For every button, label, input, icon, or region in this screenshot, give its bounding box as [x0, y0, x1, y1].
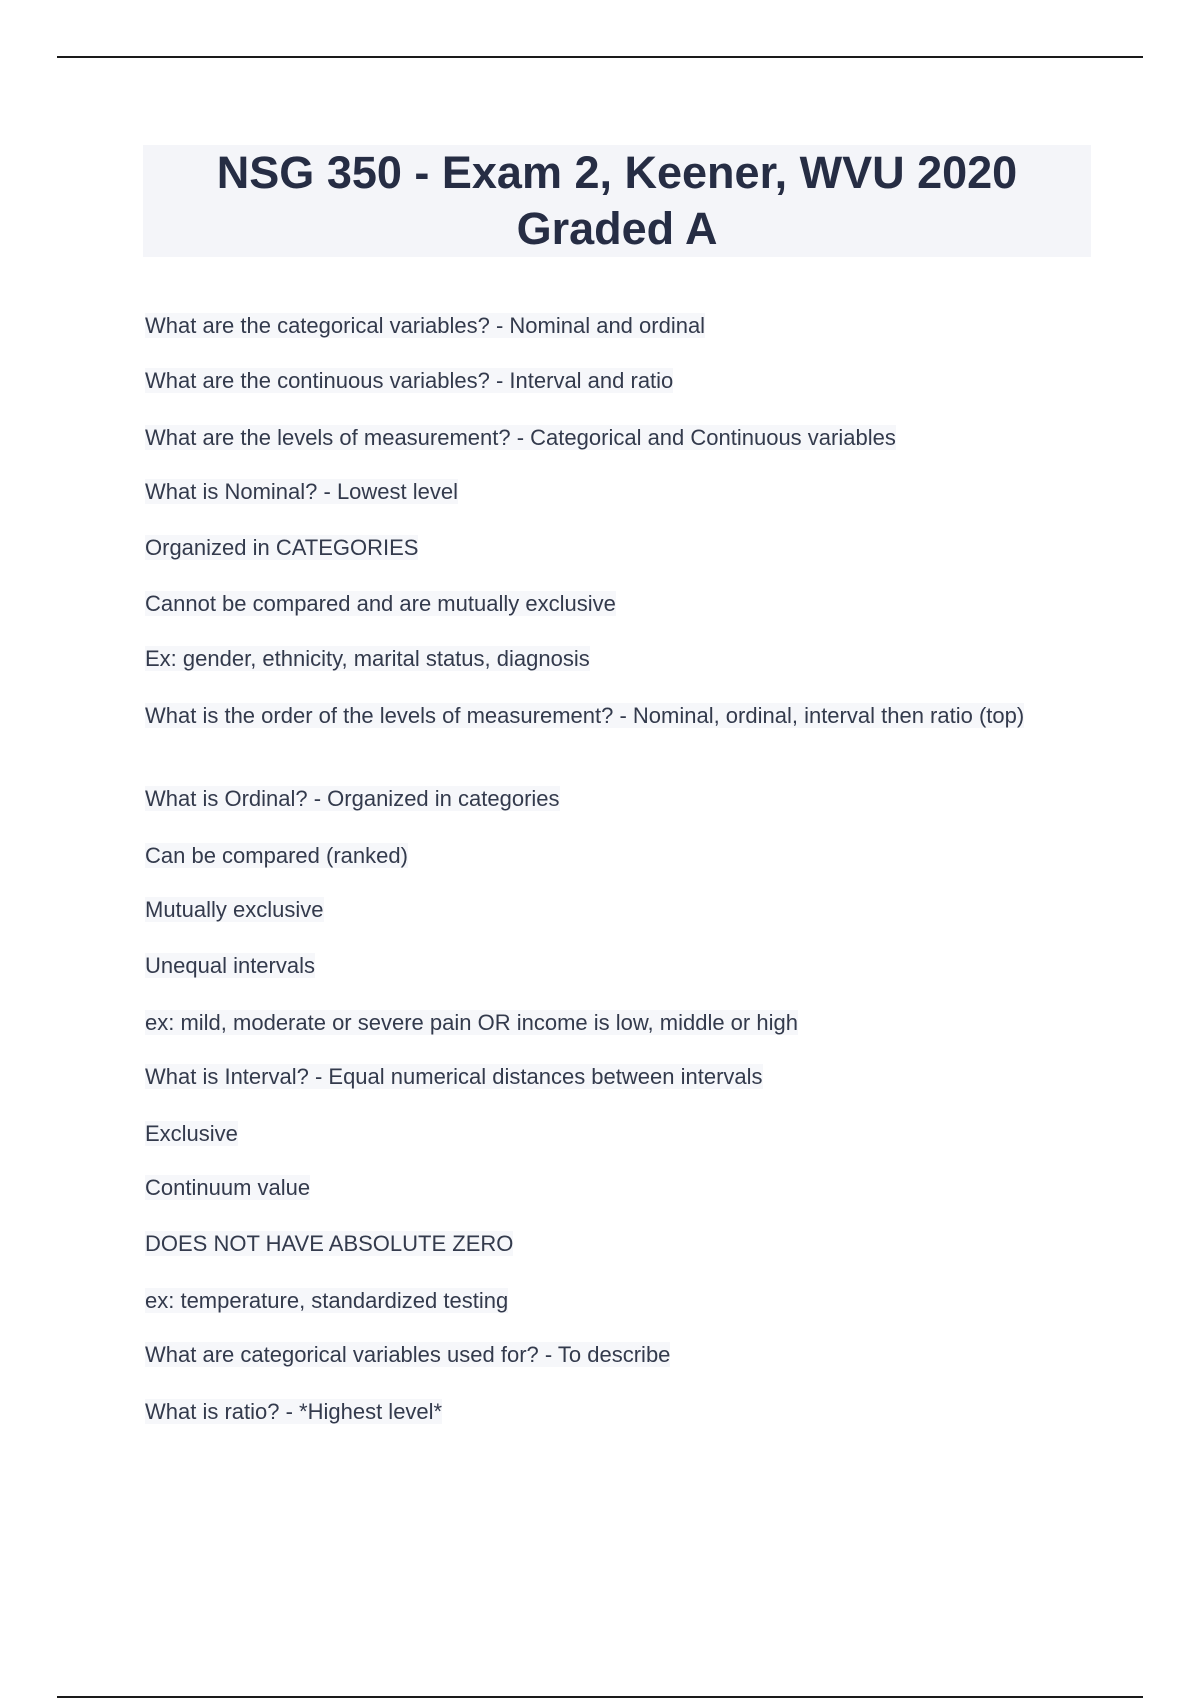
qa-line: What is the order of the levels of measurement? - Nominal, ordinal, interval then ratio (top) [145, 703, 1025, 728]
qa-line: Organized in CATEGORIES [145, 535, 419, 560]
qa-line: What is Nominal? - Lowest level [145, 479, 459, 504]
qa-line: What is Interval? - Equal numerical distances between intervals [145, 1064, 763, 1089]
qa-line: What is Ordinal? - Organized in categories [145, 786, 560, 811]
qa-line: Mutually exclusive [145, 897, 324, 922]
top-rule [57, 56, 1143, 58]
qa-line: Unequal intervals [145, 953, 315, 978]
qa-line: ex: temperature, standardized testing [145, 1288, 509, 1313]
qa-line: DOES NOT HAVE ABSOLUTE ZERO [145, 1231, 514, 1256]
qa-line: What are the levels of measurement? - Categorical and Continuous variables [145, 425, 896, 450]
qa-line: What are the continuous variables? - Interval and ratio [145, 368, 674, 393]
qa-line: What are the categorical variables? - Nominal and ordinal [145, 313, 706, 338]
qa-line: What are categorical variables used for? - To describe [145, 1342, 671, 1367]
qa-line: Can be compared (ranked) [145, 843, 408, 868]
qa-line: Cannot be compared and are mutually exclusive [145, 591, 616, 616]
bottom-rule [57, 1696, 1143, 1698]
title-banner [143, 145, 1091, 257]
qa-line: Ex: gender, ethnicity, marital status, diagnosis [145, 646, 590, 671]
qa-line: Continuum value [145, 1175, 311, 1200]
qa-line: What is ratio? - *Highest level* [145, 1399, 443, 1424]
document-title: NSG 350 - Exam 2, Keener, WVU 2020 Graded A [216, 147, 1018, 254]
qa-line: ex: mild, moderate or severe pain OR income is low, middle or high [145, 1010, 798, 1035]
qa-line: Exclusive [145, 1121, 238, 1146]
